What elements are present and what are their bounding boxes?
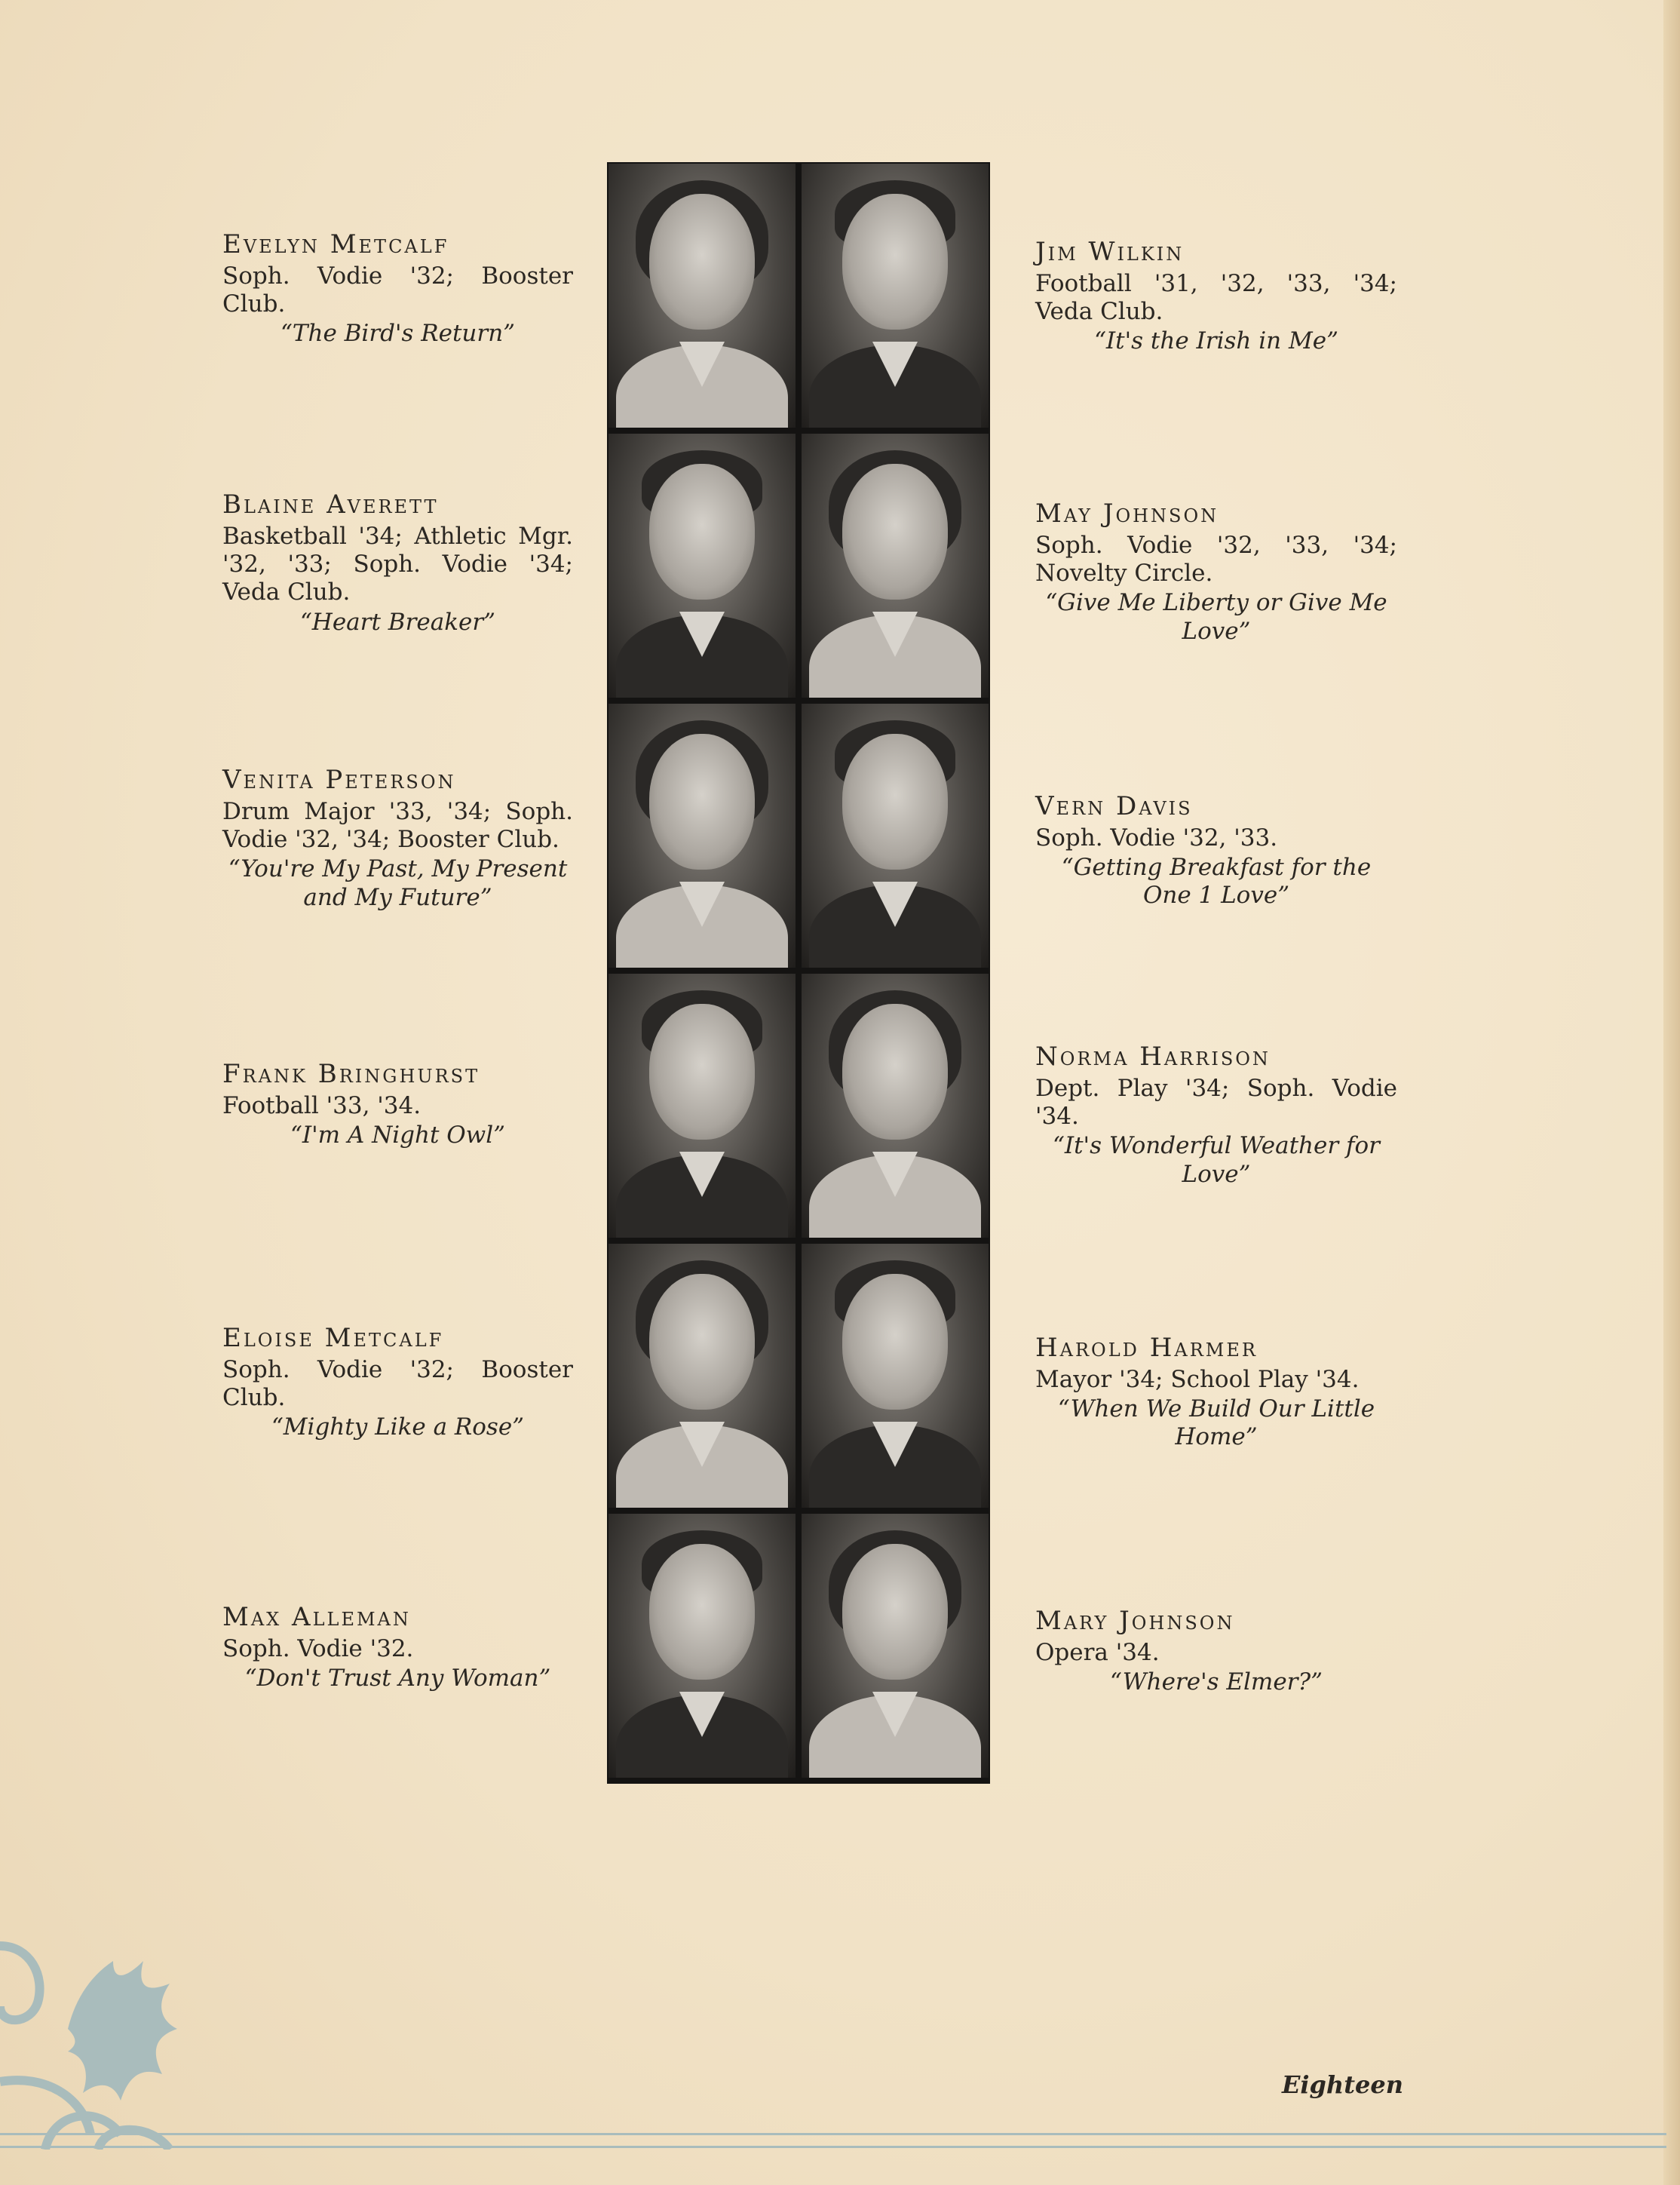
entry-evelyn-metcalf	[222, 230, 573, 348]
student-quote: “Give Me Liberty or Give Me Love”	[1045, 589, 1387, 645]
portrait-jim-wilkin	[802, 164, 989, 428]
leaf-ornament-icon	[0, 1931, 189, 2150]
student-activities: Football '31, '32, '33, '34; Veda Club.	[1035, 270, 1397, 326]
student-name: Frank Bringhurst	[222, 1059, 480, 1089]
student-name: Norma Harrison	[1035, 1042, 1271, 1072]
student-name: Vern Davis	[1035, 791, 1193, 821]
entry-max-alleman	[222, 1603, 573, 1692]
portrait-venita-peterson	[609, 704, 796, 968]
portrait-blaine-averett	[609, 434, 796, 698]
student-quote: “Where's Elmer?”	[1110, 1668, 1323, 1696]
student-activities: Soph. Vodie '32; Booster Club.	[222, 1356, 573, 1412]
student-name: Mary Johnson	[1035, 1606, 1235, 1636]
portrait-norma-harrison	[802, 974, 989, 1238]
student-quote: “You're My Past, My Present and My Future”	[228, 855, 568, 911]
entry-jim-wilkin	[1035, 238, 1397, 356]
entry-harold-harmer	[1035, 1333, 1397, 1452]
student-quote: “I'm A Night Owl”	[290, 1122, 505, 1149]
portrait-grid	[607, 162, 990, 1784]
entry-frank-bringhurst	[222, 1060, 573, 1149]
page-number: Eighteen	[1282, 2070, 1403, 2099]
entry-norma-harrison	[1035, 1042, 1397, 1189]
entry-blaine-averett	[222, 490, 573, 637]
student-name: Venita Peterson	[222, 765, 456, 795]
student-quote: “Getting Breakfast for the One 1 Love”	[1061, 854, 1372, 910]
student-activities: Basketball '34; Athletic Mgr. '32, '33; Soph. Vodie '34; Veda Club.	[222, 523, 573, 606]
portrait-frank-bringhurst	[609, 974, 796, 1238]
student-activities: Football '33, '34.	[222, 1092, 422, 1120]
student-activities: Dept. Play '34; Soph. Vodie '34.	[1035, 1075, 1397, 1131]
entry-vern-davis	[1035, 792, 1397, 910]
student-name: Blaine Averett	[222, 489, 439, 520]
student-name: May Johnson	[1035, 499, 1219, 529]
portrait-harold-harmer	[802, 1244, 989, 1508]
student-quote: “When We Build Our Little Home”	[1057, 1395, 1375, 1451]
student-quote: “It's the Irish in Me”	[1094, 327, 1338, 355]
portrait-eloise-metcalf	[609, 1244, 796, 1508]
student-name: Max Alleman	[222, 1602, 411, 1632]
portrait-may-johnson	[802, 434, 989, 698]
student-activities: Drum Major '33, '34; Soph. Vodie '32, '34; Booster Club.	[222, 798, 573, 854]
student-activities: Soph. Vodie '32, '33.	[1035, 824, 1278, 852]
portrait-mary-johnson	[802, 1514, 989, 1778]
student-name: Evelyn Metcalf	[222, 229, 449, 259]
student-activities: Soph. Vodie '32, '33, '34; Novelty Circle.	[1035, 532, 1397, 588]
student-name: Eloise Metcalf	[222, 1323, 444, 1353]
student-quote: “The Bird's Return”	[280, 320, 516, 348]
entry-venita-peterson	[222, 766, 573, 912]
portrait-evelyn-metcalf	[609, 164, 796, 428]
student-quote: “It's Wonderful Weather for Love”	[1053, 1132, 1380, 1188]
student-activities: Opera '34.	[1035, 1639, 1160, 1667]
entry-mary-johnson	[1035, 1607, 1397, 1696]
student-quote: “Mighty Like a Rose”	[271, 1413, 525, 1441]
student-activities: Soph. Vodie '32; Booster Club.	[222, 262, 573, 318]
student-activities: Mayor '34; School Play '34.	[1035, 1366, 1360, 1394]
student-activities: Soph. Vodie '32.	[222, 1635, 414, 1663]
student-name: Harold Harmer	[1035, 1333, 1258, 1363]
student-quote: “Heart Breaker”	[299, 608, 496, 636]
portrait-max-alleman	[609, 1514, 796, 1778]
entry-eloise-metcalf	[222, 1324, 573, 1442]
student-quote: “Don't Trust Any Woman”	[244, 1665, 551, 1692]
student-name: Jim Wilkin	[1035, 237, 1185, 267]
portrait-vern-davis	[802, 704, 989, 968]
entry-may-johnson	[1035, 499, 1397, 646]
bottom-rule	[0, 2133, 1666, 2148]
page-edge	[1663, 0, 1680, 2185]
